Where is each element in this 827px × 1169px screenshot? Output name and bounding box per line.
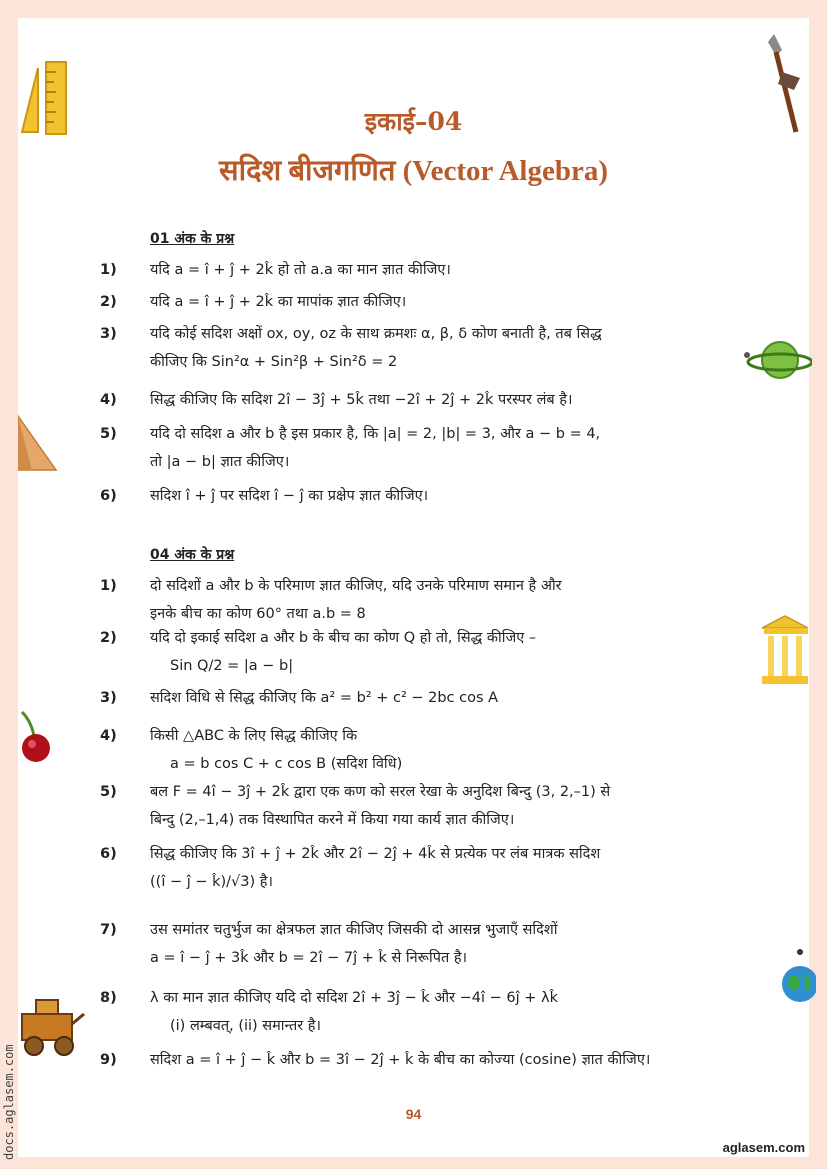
question-line: यदि दो इकाई सदिश a और b के बीच का कोण Q हो तो, सिद्ध कीजिए – <box>150 630 537 646</box>
question-item <box>100 386 720 414</box>
question-text <box>150 256 720 284</box>
question-line: (i) लम्बवत्, (ii) समान्तर है। <box>170 1018 321 1034</box>
question-text <box>150 722 720 778</box>
question-line: a = b cos C + c cos B (सदिश विधि) <box>170 756 403 772</box>
question-line: यदि दो सदिश a और b है इस प्रकार है, कि |a| = 2, |b| = 3, और a − b = 4, <box>150 426 601 442</box>
question-number: 5) <box>100 784 117 800</box>
question-text <box>150 482 720 510</box>
question-number: 6) <box>100 488 117 504</box>
question-line: ((î − ĵ − k̂)/√3) है। <box>150 874 273 890</box>
question-item <box>100 916 720 972</box>
question-item <box>100 984 720 1040</box>
question-line: सिद्ध कीजिए कि 3î + ĵ + 2k̂ और 2î − 2ĵ + 4k̂ से प्रत्येक पर लंब मात्रक सदिश <box>150 846 601 862</box>
cart-icon <box>18 994 88 1060</box>
question-text <box>150 386 720 414</box>
question-item <box>100 320 720 376</box>
question-line: यदि a = î + ĵ + 2k̂ का मापांक ज्ञात कीजिए। <box>150 294 407 310</box>
question-line: Sin Q/2 = |a − b| <box>170 658 294 674</box>
unit-title: इकाई–04 <box>364 107 463 136</box>
question-line: सदिश î + ĵ पर सदिश î − ĵ का प्रक्षेप ज्ञात कीजिए। <box>150 488 429 504</box>
question-line: बिन्दु (2,–1,4) तक विस्थापित करने में किया गया कार्य ज्ञात कीजिए। <box>150 812 515 828</box>
question-item <box>100 256 720 284</box>
question-text <box>150 840 720 896</box>
question-number: 4) <box>100 728 117 744</box>
question-text <box>150 420 720 476</box>
planet-icon <box>742 336 812 386</box>
cherry-icon <box>18 708 58 772</box>
question-item <box>100 840 720 896</box>
page-number: 94 <box>405 1106 422 1122</box>
globe-icon <box>776 946 816 1020</box>
question-line: कीजिए कि Sin²α + Sin²β + Sin²δ = 2 <box>150 354 398 370</box>
question-text <box>150 320 720 376</box>
chapter-title: सदिश बीजगणित (Vector Algebra) <box>218 155 609 187</box>
question-number: 6) <box>100 846 117 862</box>
question-line: a = î − ĵ + 3k̂ और b = 2î − 7ĵ + k̂ से निरूपित है। <box>150 950 468 966</box>
section-heading-1-mark: 01 अंक के प्रश्न <box>150 231 235 247</box>
question-line: दो सदिशों a और b के परिमाण ज्ञात कीजिए, यदि उनके परिमाण समान है और <box>150 578 562 594</box>
question-item <box>100 684 720 712</box>
question-line: तो |a − b| ज्ञात कीजिए। <box>150 454 290 470</box>
section-heading-4-mark: 04 अंक के प्रश्न <box>150 547 235 563</box>
question-item <box>100 624 720 680</box>
temple-icon <box>760 614 810 686</box>
question-line: यदि a = î + ĵ + 2k̂ हो तो a.a का मान ज्ञात कीजिए। <box>150 262 451 278</box>
watermark-text: docs.aglasem.com <box>2 1044 16 1160</box>
question-line: बल F = 4î − 3ĵ + 2k̂ द्वारा एक कण को सरल रेखा के अनुदिश बिन्दु (3, 2,–1) से <box>150 784 611 800</box>
question-item <box>100 420 720 476</box>
question-number: 1) <box>100 578 117 594</box>
question-number: 2) <box>100 294 117 310</box>
question-item <box>100 572 720 628</box>
question-line: λ का मान ज्ञात कीजिए यदि दो सदिश 2î + 3ĵ − k̂ और −4î − 6ĵ + λk̂ <box>150 990 558 1006</box>
question-line: इनके बीच का कोण 60° तथा a.b = 8 <box>150 606 366 622</box>
question-item <box>100 722 720 778</box>
question-number: 4) <box>100 392 117 408</box>
question-line: यदि कोई सदिश अक्षों ox, oy, oz के साथ क्रमशः α, β, δ कोण बनाती है, तब सिद्ध <box>150 326 602 342</box>
question-number: 5) <box>100 426 117 442</box>
site-name: aglasem.com <box>722 1140 805 1155</box>
question-text <box>150 1046 720 1074</box>
question-line: सिद्ध कीजिए कि सदिश 2î − 3ĵ + 5k̂ तथा −2î + 2ĵ + 2k̂ परस्पर लंब है। <box>150 392 573 408</box>
question-text <box>150 684 720 712</box>
question-item <box>100 482 720 510</box>
question-line: सदिश a = î + ĵ − k̂ और b = 3î − 2ĵ + k̂ के बीच का कोज्या (cosine) ज्ञात कीजिए। <box>150 1052 651 1068</box>
question-text <box>150 984 720 1040</box>
question-text <box>150 916 720 972</box>
question-text <box>150 624 720 680</box>
pyramid-icon <box>18 408 58 472</box>
question-text <box>150 778 720 834</box>
question-number: 1) <box>100 262 117 278</box>
question-number: 9) <box>100 1052 117 1068</box>
question-number: 8) <box>100 990 117 1006</box>
question-number: 3) <box>100 690 117 706</box>
question-item <box>100 288 720 316</box>
question-number: 3) <box>100 326 117 342</box>
question-item <box>100 778 720 834</box>
question-text <box>150 572 720 628</box>
question-line: सदिश विधि से सिद्ध कीजिए कि a² = b² + c² − 2bc cos A <box>150 690 499 706</box>
question-item <box>100 1046 720 1074</box>
question-line: उस समांतर चतुर्भुज का क्षेत्रफल ज्ञात कीजिए जिसकी दो आसन्न भुजाएँ सदिशों <box>150 922 558 938</box>
question-text <box>150 288 720 316</box>
question-number: 2) <box>100 630 117 646</box>
question-line: किसी △ABC के लिए सिद्ध कीजिए कि <box>150 728 358 744</box>
question-number: 7) <box>100 922 117 938</box>
